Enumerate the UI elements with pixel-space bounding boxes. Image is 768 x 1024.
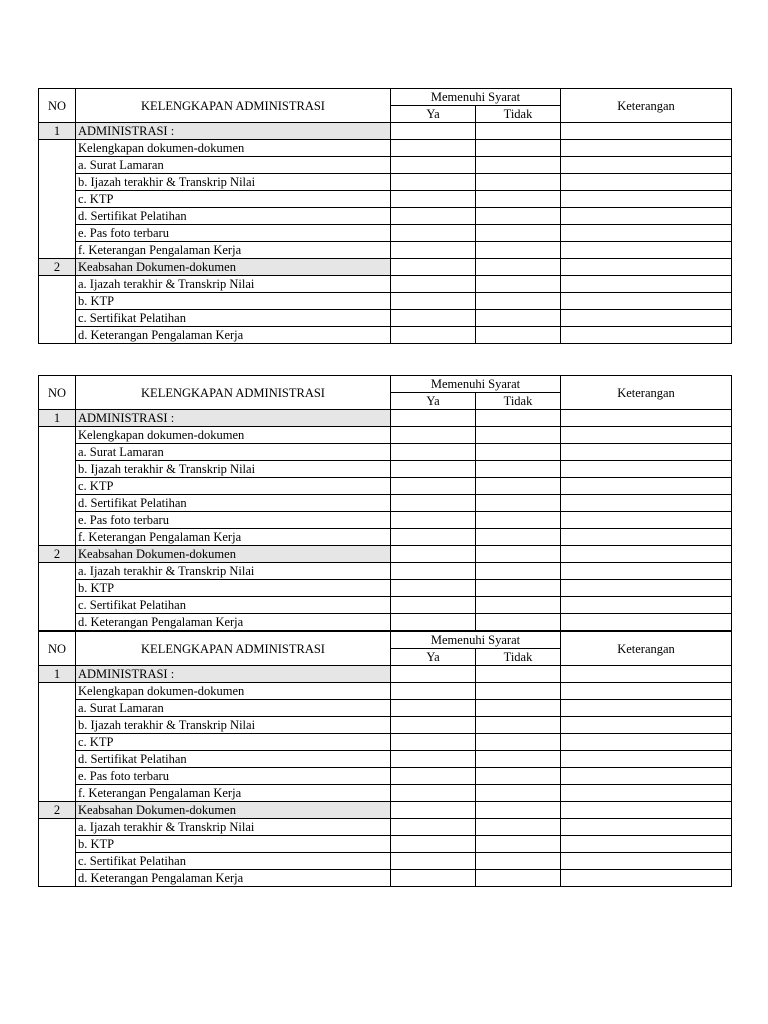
cell-tidak[interactable] [476,512,561,529]
table-row [39,563,732,580]
cell-keterangan[interactable] [561,546,732,563]
cell-ya[interactable] [391,700,476,717]
table-row [39,836,732,853]
cell-keterangan[interactable] [561,259,732,276]
cell-tidak[interactable] [476,461,561,478]
table-row [39,310,732,327]
header-no: NO [39,89,76,123]
header-note: Keterangan [561,632,732,666]
cell-keterangan[interactable] [561,123,732,140]
cell-tidak[interactable] [476,495,561,512]
cell-tidak[interactable] [476,529,561,546]
item-label: Kelengkapan dokumen-dokumen [76,140,391,157]
item-label: f. Keterangan Pengalaman Kerja [76,242,391,259]
header-item: KELENGKAPAN ADMINISTRASI [76,632,391,666]
item-label: d. Sertifikat Pelatihan [76,751,391,768]
table-row [39,717,732,734]
table-row [39,495,732,512]
number-spacer [39,427,76,546]
header-row [39,376,732,393]
item-label: a. Surat Lamaran [76,444,391,461]
cell-keterangan[interactable] [561,580,732,597]
header-no: NO [39,632,76,666]
item-label: f. Keterangan Pengalaman Kerja [76,785,391,802]
cell-ya[interactable] [391,819,476,836]
cell-ya[interactable] [391,683,476,700]
cell-tidak[interactable] [476,478,561,495]
table-row [39,751,732,768]
cell-keterangan[interactable] [561,700,732,717]
section-number: 2 [39,802,76,819]
table-row [39,529,732,546]
table-row [39,819,732,836]
header-note: Keterangan [561,376,732,410]
cell-ya[interactable] [391,427,476,444]
cell-keterangan[interactable] [561,563,732,580]
header-item: KELENGKAPAN ADMINISTRASI [76,376,391,410]
item-label: c. Sertifikat Pelatihan [76,597,391,614]
cell-ya[interactable] [391,717,476,734]
cell-ya[interactable] [391,597,476,614]
item-label: Kelengkapan dokumen-dokumen [76,427,391,444]
table-row [39,327,732,344]
cell-tidak[interactable] [476,734,561,751]
cell-tidak[interactable] [476,853,561,870]
cell-keterangan[interactable] [561,495,732,512]
cell-ya[interactable] [391,208,476,225]
cell-keterangan[interactable] [561,174,732,191]
cell-tidak[interactable] [476,836,561,853]
cell-tidak[interactable] [476,785,561,802]
cell-tidak[interactable] [476,802,561,819]
cell-ya[interactable] [391,870,476,887]
item-label: f. Keterangan Pengalaman Kerja [76,529,391,546]
cell-keterangan[interactable] [561,225,732,242]
section-row [39,546,732,563]
table-row [39,580,732,597]
table-row [39,597,732,614]
cell-tidak[interactable] [476,276,561,293]
table-row [39,478,732,495]
cell-tidak[interactable] [476,563,561,580]
cell-tidak[interactable] [476,140,561,157]
cell-tidak[interactable] [476,700,561,717]
table-row [39,512,732,529]
cell-keterangan[interactable] [561,444,732,461]
cell-ya[interactable] [391,836,476,853]
table-row [39,444,732,461]
cell-tidak[interactable] [476,427,561,444]
cell-ya[interactable] [391,495,476,512]
item-label: b. KTP [76,293,391,310]
section-number: 1 [39,666,76,683]
header-note: Keterangan [561,89,732,123]
table-row [39,140,732,157]
item-label: d. Keterangan Pengalaman Kerja [76,327,391,344]
cell-ya[interactable] [391,276,476,293]
cell-tidak[interactable] [476,191,561,208]
cell-keterangan[interactable] [561,768,732,785]
cell-tidak[interactable] [476,157,561,174]
header-row [39,89,732,106]
checklist-table-2 [38,375,732,631]
item-label: e. Pas foto terbaru [76,512,391,529]
item-label: d. Sertifikat Pelatihan [76,495,391,512]
header-yes: Ya [391,106,476,123]
number-spacer [39,819,76,887]
table-row [39,683,732,700]
cell-tidak[interactable] [476,683,561,700]
cell-tidak[interactable] [476,597,561,614]
cell-ya[interactable] [391,529,476,546]
section-number: 1 [39,123,76,140]
cell-keterangan[interactable] [561,819,732,836]
section-title: ADMINISTRASI : [76,410,391,427]
item-label: d. Keterangan Pengalaman Kerja [76,614,391,631]
cell-tidak[interactable] [476,819,561,836]
cell-ya[interactable] [391,444,476,461]
cell-ya[interactable] [391,123,476,140]
cell-tidak[interactable] [476,444,561,461]
table-row [39,225,732,242]
cell-ya[interactable] [391,410,476,427]
table-row [39,870,732,887]
cell-keterangan[interactable] [561,293,732,310]
cell-keterangan[interactable] [561,310,732,327]
cell-tidak[interactable] [476,580,561,597]
table-row [39,461,732,478]
cell-tidak[interactable] [476,293,561,310]
cell-ya[interactable] [391,666,476,683]
number-spacer [39,683,76,802]
cell-keterangan[interactable] [561,614,732,631]
cell-keterangan[interactable] [561,140,732,157]
cell-tidak[interactable] [476,546,561,563]
header-yes: Ya [391,649,476,666]
section-title: Keabsahan Dokumen-dokumen [76,546,391,563]
cell-ya[interactable] [391,225,476,242]
cell-keterangan[interactable] [561,512,732,529]
cell-ya[interactable] [391,174,476,191]
cell-tidak[interactable] [476,666,561,683]
cell-tidak[interactable] [476,327,561,344]
cell-keterangan[interactable] [561,785,732,802]
cell-keterangan[interactable] [561,157,732,174]
cell-keterangan[interactable] [561,427,732,444]
cell-ya[interactable] [391,734,476,751]
table-row [39,276,732,293]
section-row [39,259,732,276]
cell-ya[interactable] [391,546,476,563]
cell-ya[interactable] [391,802,476,819]
item-label: c. Sertifikat Pelatihan [76,853,391,870]
number-spacer [39,563,76,631]
cell-ya[interactable] [391,751,476,768]
cell-ya[interactable] [391,580,476,597]
cell-keterangan[interactable] [561,853,732,870]
header-yes: Ya [391,393,476,410]
item-label: d. Sertifikat Pelatihan [76,208,391,225]
header-tidak: Tidak [476,106,561,123]
item-label: e. Pas foto terbaru [76,225,391,242]
cell-keterangan[interactable] [561,461,732,478]
header-item: KELENGKAPAN ADMINISTRASI [76,89,391,123]
header-meets: Memenuhi Syarat [391,89,561,106]
cell-tidak[interactable] [476,751,561,768]
cell-ya[interactable] [391,785,476,802]
item-label: a. Surat Lamaran [76,157,391,174]
cell-tidak[interactable] [476,123,561,140]
table-row [39,785,732,802]
cell-ya[interactable] [391,461,476,478]
number-spacer [39,140,76,259]
cell-ya[interactable] [391,512,476,529]
item-label: a. Surat Lamaran [76,700,391,717]
cell-ya[interactable] [391,563,476,580]
section-title: Keabsahan Dokumen-dokumen [76,802,391,819]
checklist-table-1 [38,88,732,344]
cell-tidak[interactable] [476,310,561,327]
section-title: ADMINISTRASI : [76,666,391,683]
cell-tidak[interactable] [476,208,561,225]
cell-tidak[interactable] [476,410,561,427]
item-label: c. KTP [76,191,391,208]
item-label: b. Ijazah terakhir & Transkrip Nilai [76,717,391,734]
cell-keterangan[interactable] [561,191,732,208]
header-no: NO [39,376,76,410]
header-row [39,632,732,649]
item-label: b. Ijazah terakhir & Transkrip Nilai [76,461,391,478]
section-row [39,410,732,427]
cell-keterangan[interactable] [561,410,732,427]
table-row [39,242,732,259]
cell-ya[interactable] [391,310,476,327]
table-row [39,614,732,631]
cell-ya[interactable] [391,191,476,208]
table-row [39,734,732,751]
cell-ya[interactable] [391,478,476,495]
cell-keterangan[interactable] [561,529,732,546]
header-meets: Memenuhi Syarat [391,376,561,393]
section-row [39,666,732,683]
cell-tidak[interactable] [476,259,561,276]
item-label: c. Sertifikat Pelatihan [76,310,391,327]
cell-keterangan[interactable] [561,666,732,683]
cell-ya[interactable] [391,259,476,276]
cell-tidak[interactable] [476,225,561,242]
checklist-table-3 [38,631,732,887]
cell-keterangan[interactable] [561,276,732,293]
item-label: b. Ijazah terakhir & Transkrip Nilai [76,174,391,191]
cell-keterangan[interactable] [561,683,732,700]
cell-tidak[interactable] [476,614,561,631]
section-number: 2 [39,259,76,276]
section-row [39,802,732,819]
header-tidak: Tidak [476,649,561,666]
item-label: c. KTP [76,478,391,495]
cell-ya[interactable] [391,157,476,174]
cell-tidak[interactable] [476,870,561,887]
cell-ya[interactable] [391,242,476,259]
cell-keterangan[interactable] [561,242,732,259]
table-row [39,293,732,310]
section-title: ADMINISTRASI : [76,123,391,140]
cell-tidak[interactable] [476,174,561,191]
item-label: Kelengkapan dokumen-dokumen [76,683,391,700]
item-label: e. Pas foto terbaru [76,768,391,785]
cell-keterangan[interactable] [561,478,732,495]
section-row [39,123,732,140]
table-row [39,768,732,785]
section-number: 1 [39,410,76,427]
cell-keterangan[interactable] [561,597,732,614]
table-row [39,700,732,717]
cell-keterangan[interactable] [561,751,732,768]
item-label: b. KTP [76,580,391,597]
cell-ya[interactable] [391,293,476,310]
header-meets: Memenuhi Syarat [391,632,561,649]
item-label: a. Ijazah terakhir & Transkrip Nilai [76,276,391,293]
item-label: c. KTP [76,734,391,751]
table-row [39,427,732,444]
cell-keterangan[interactable] [561,836,732,853]
item-label: d. Keterangan Pengalaman Kerja [76,870,391,887]
table-row [39,191,732,208]
cell-tidak[interactable] [476,768,561,785]
table-row [39,157,732,174]
item-label: b. KTP [76,836,391,853]
item-label: a. Ijazah terakhir & Transkrip Nilai [76,819,391,836]
cell-ya[interactable] [391,140,476,157]
table-row [39,174,732,191]
cell-keterangan[interactable] [561,327,732,344]
cell-keterangan[interactable] [561,208,732,225]
cell-tidak[interactable] [476,242,561,259]
header-tidak: Tidak [476,393,561,410]
cell-ya[interactable] [391,614,476,631]
cell-ya[interactable] [391,768,476,785]
cell-keterangan[interactable] [561,802,732,819]
table-row [39,853,732,870]
section-number: 2 [39,546,76,563]
number-spacer [39,276,76,344]
cell-ya[interactable] [391,853,476,870]
table-row [39,208,732,225]
section-title: Keabsahan Dokumen-dokumen [76,259,391,276]
cell-keterangan[interactable] [561,717,732,734]
cell-keterangan[interactable] [561,734,732,751]
cell-ya[interactable] [391,327,476,344]
item-label: a. Ijazah terakhir & Transkrip Nilai [76,563,391,580]
cell-keterangan[interactable] [561,870,732,887]
cell-tidak[interactable] [476,717,561,734]
